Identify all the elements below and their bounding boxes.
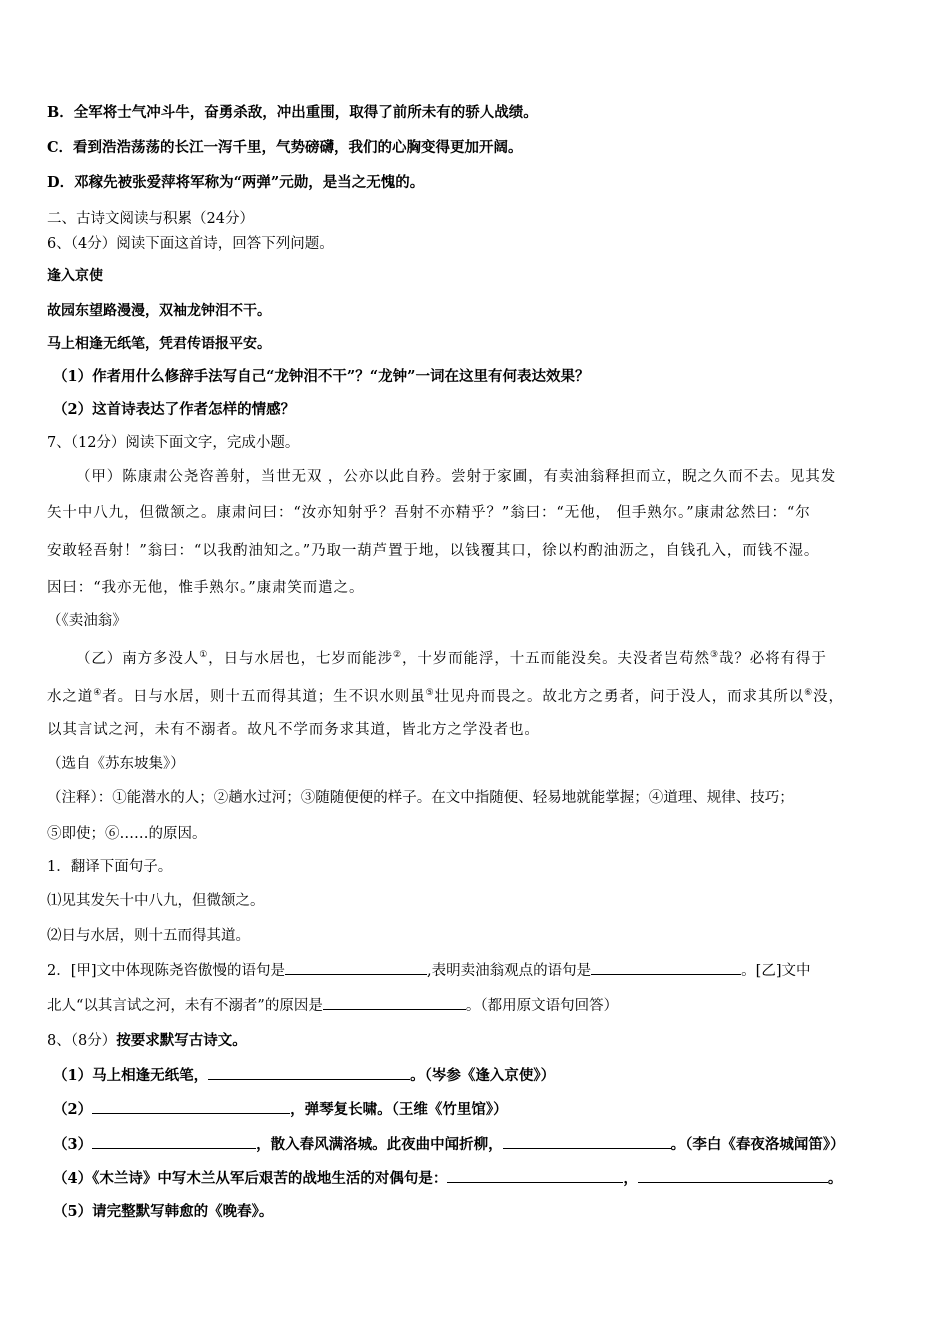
option-c: C．看到浩浩荡荡的长江一泻千里，气势磅礴，我们的心胸变得更加开阔。 bbox=[47, 139, 523, 156]
option-d: D．邓稼先被张爱萍将军称为“两弹”元勋，是当之无愧的。 bbox=[47, 174, 425, 191]
q8-sub-2 bbox=[53, 1099, 508, 1120]
answer-blank[interactable] bbox=[92, 1134, 256, 1149]
q7-task-1: 1．翻译下面句子。 bbox=[47, 859, 173, 875]
yi-text-2a: 水之道 bbox=[47, 688, 94, 705]
q8-1-text-b: 。（岑参《逢入京使》） bbox=[410, 1067, 556, 1084]
q8-sub-1 bbox=[53, 1065, 555, 1086]
poem-line-1: 故园东望路漫漫，双袖龙钟泪不干。 bbox=[47, 303, 271, 319]
yi-text-2d: 没， bbox=[813, 688, 844, 705]
poem-line-2: 马上相逢无纸笔，凭君传语报平安。 bbox=[47, 336, 271, 352]
q8-3-text-b: ，散入春风满洛城。此夜曲中闻折柳， bbox=[256, 1136, 503, 1153]
passage-jia-line-3: 安敢轻吾射！”翁曰：“以我酌油知之。”乃取一葫芦置于地，以钱覆其口，徐以杓酌油沥之，自钱孔入，而钱不湿。 bbox=[47, 543, 820, 559]
note-mark-4: ④ bbox=[93, 688, 103, 698]
poem-title: 逢入京使 bbox=[47, 268, 103, 284]
yi-text-1b: ，日与水居也，七岁而能涉 bbox=[208, 650, 393, 667]
q7-task-2-line-1 bbox=[47, 960, 810, 981]
note-mark-3: ③ bbox=[709, 650, 719, 660]
t2-text-a: 2．[甲]文中体现陈尧咨傲慢的语句是 bbox=[47, 963, 286, 979]
note-mark-2: ② bbox=[392, 650, 402, 660]
q6-stem bbox=[47, 234, 334, 254]
yi-text-1d: 哉？必将有得于 bbox=[718, 650, 827, 667]
passage-yi-line-3: 以其言试之河，未有不溺者。故凡不学而务求其道，皆北方之学没者也。 bbox=[47, 722, 540, 738]
q7-task-1-b: ⑵日与水居，则十五而得其道。 bbox=[47, 928, 250, 944]
q8-4-text-a: （4）《木兰诗》中写木兰从军后艰苦的战地生活的对偶句是： bbox=[53, 1170, 448, 1187]
t2-text-d: 北人“以其言试之河，未有不溺者”的原因是 bbox=[47, 998, 323, 1014]
q6-sub-1: （1）作者用什么修辞手法写自己“龙钟泪不干”？“龙钟”一词在这里有何表达效果？ bbox=[53, 368, 590, 385]
q6-sub-2: （2）这首诗表达了作者怎样的情感？ bbox=[53, 401, 296, 418]
note-mark-1: ① bbox=[199, 650, 209, 660]
q7-task-2-line-2 bbox=[47, 995, 618, 1016]
q8-2-text-a: （2） bbox=[53, 1101, 93, 1118]
passage-jia-line-2: 矢十中八九，但微颔之。康肃问曰：“汝亦知射乎？吾射不亦精乎？”翁曰：“无他， 但手熟尔。”康肃忿然曰：“尔 bbox=[47, 505, 811, 521]
passage-jia-line-1: （甲）陈康肃公尧咨善射，当世无双 ，公亦以此自矜。尝射于家圃，有卖油翁释担而立，睨之久而不去。见其发 bbox=[76, 469, 837, 485]
yi-text-1c: ，十岁而能浮，十五而能没矣。夫没者岂苟然 bbox=[401, 650, 710, 667]
notes-line-2: ⑤即使；⑥……的原因。 bbox=[47, 826, 207, 842]
passage-yi-line-1 bbox=[76, 645, 827, 669]
q7-stem: 7、（12分）阅读下面文字，完成小题。 bbox=[47, 435, 300, 451]
q8-4-text-b: ， bbox=[623, 1170, 638, 1187]
passage-jia-source: （《卖油翁》 bbox=[47, 613, 127, 629]
q8-sub-5: （5）请完整默写韩愈的《晚春》。 bbox=[53, 1203, 274, 1220]
note-mark-5: ⑤ bbox=[425, 688, 435, 698]
answer-blank[interactable] bbox=[208, 1065, 410, 1080]
t2-text-b: ,表明卖油翁观点的语句是 bbox=[427, 963, 592, 979]
q8-3-text-a: （3） bbox=[53, 1136, 93, 1153]
q8-sub-4 bbox=[53, 1168, 842, 1189]
yi-text-1a: （乙）南方多没人 bbox=[76, 650, 200, 667]
answer-blank[interactable] bbox=[638, 1168, 828, 1183]
q8-stem bbox=[47, 1031, 247, 1051]
section-heading: 二、古诗文阅读与积累（24分） bbox=[47, 211, 254, 227]
q6-stem-text: 6、（4分）阅读下面这首诗，回答下列问题。 bbox=[47, 236, 334, 252]
answer-blank[interactable] bbox=[591, 960, 741, 975]
q8-4-text-c: 。 bbox=[827, 1170, 843, 1187]
q8-2-text-b: ，弹琴复长啸。（王维《竹里馆》） bbox=[290, 1101, 508, 1118]
answer-blank[interactable] bbox=[323, 995, 466, 1010]
q8-3-text-c: 。（李白《春夜洛城闻笛》） bbox=[670, 1136, 845, 1153]
notes-line-1: （注释）：①能潜水的人；②趟水过河；③随随便便的样子。在文中指随便、轻易地就能掌握；④道理、规律、技巧； bbox=[47, 790, 794, 806]
passage-jia-line-4: 因曰：“我亦无他，惟手熟尔。”康肃笑而遣之。 bbox=[47, 580, 365, 596]
q8-sub-3 bbox=[53, 1134, 845, 1155]
answer-blank[interactable] bbox=[92, 1099, 290, 1114]
yi-text-2b: 者。日与水居，则十五而得其道；生不识水则虽 bbox=[102, 688, 426, 705]
passage-yi-source: （选自《苏东坡集》） bbox=[47, 756, 185, 772]
q8-1-text-a: （1）马上相逢无纸笔， bbox=[53, 1067, 209, 1084]
answer-blank[interactable] bbox=[503, 1134, 671, 1149]
q8-stem-text: 按要求默写古诗文。 bbox=[116, 1032, 247, 1049]
passage-yi-line-2 bbox=[47, 683, 844, 707]
t2-text-c: 。[乙]文中 bbox=[741, 963, 811, 979]
yi-text-2c: 壮见舟而畏之。故北方之勇者，问于没人，而求其所以 bbox=[434, 688, 805, 705]
t2-text-e: 。（都用原文语句回答） bbox=[465, 998, 619, 1014]
q8-stem-score: 8、（8分） bbox=[47, 1033, 117, 1049]
note-mark-6: ⑥ bbox=[804, 688, 814, 698]
q7-task-1-a: ⑴见其发矢十中八九，但微颔之。 bbox=[47, 893, 265, 909]
answer-blank[interactable] bbox=[447, 1168, 623, 1183]
option-b: B．全军将士气冲斗牛，奋勇杀敌，冲出重围，取得了前所未有的骄人战绩。 bbox=[47, 104, 538, 121]
answer-blank[interactable] bbox=[285, 960, 427, 975]
